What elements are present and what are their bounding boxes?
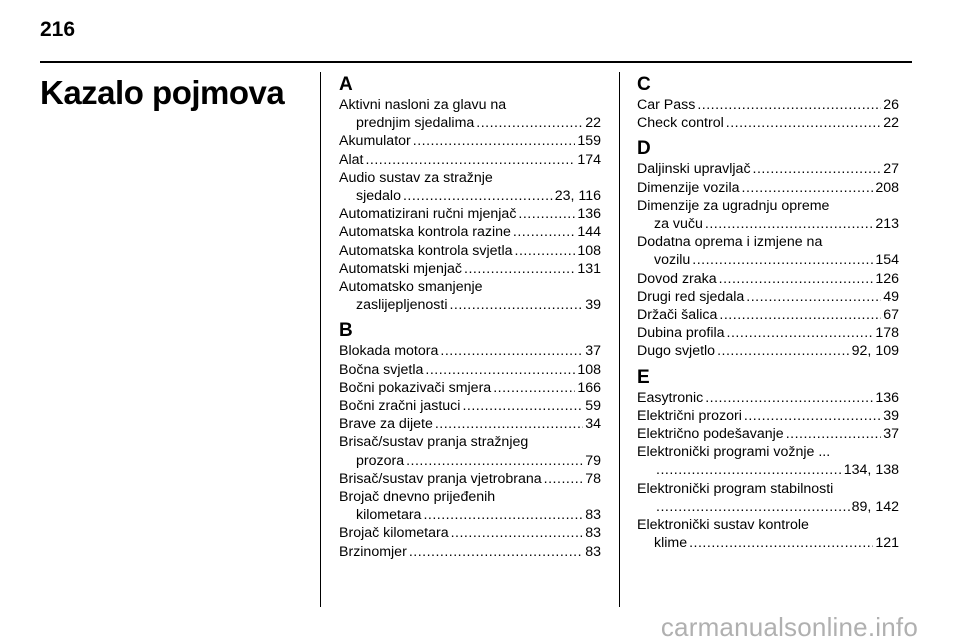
index-section — [637, 367, 899, 553]
entry-row — [637, 160, 899, 178]
entry-row — [339, 132, 601, 150]
entry-page-ref: 144 — [577, 224, 601, 241]
index-entry — [339, 433, 601, 469]
index-entry — [339, 151, 601, 169]
entry-page-ref: 92, 109 — [851, 343, 899, 360]
entry-page-ref: 136 — [875, 389, 899, 406]
entry-term: Daljinski upravljač — [637, 161, 751, 178]
index-entry — [339, 96, 601, 132]
entry-page-ref: 108 — [577, 361, 601, 378]
index-entry — [637, 516, 899, 552]
dot-leader — [409, 543, 583, 561]
dot-leader — [423, 506, 583, 524]
entry-row — [637, 215, 899, 233]
entry-page-ref: 22 — [585, 115, 601, 132]
entry-row — [637, 534, 899, 552]
entry-page-ref: 213 — [875, 216, 899, 233]
index-entry — [339, 379, 601, 397]
entry-row — [339, 543, 601, 561]
dot-leader — [786, 425, 882, 443]
index-entry — [637, 306, 899, 324]
section-letter: D — [637, 138, 651, 160]
entry-page-ref: 121 — [875, 535, 899, 552]
dot-leader — [515, 242, 576, 260]
index-section — [637, 74, 899, 132]
entry-page-ref: 34 — [585, 416, 601, 433]
index-entry — [637, 425, 899, 443]
entry-row — [339, 506, 601, 524]
column-divider-right — [619, 72, 620, 607]
column-divider-left — [320, 72, 321, 607]
entry-row — [339, 415, 601, 433]
entry-row — [637, 251, 899, 269]
entry-term: Brisač/sustav pranja vjetrobrana — [339, 470, 542, 487]
dot-leader — [462, 397, 583, 415]
entry-row — [637, 425, 899, 443]
index-entry — [637, 342, 899, 360]
entry-page-ref: 126 — [875, 270, 899, 287]
dot-leader — [656, 461, 842, 479]
entry-term-line: Elektronički program stabilnosti — [637, 480, 834, 497]
entry-term-line: Brisač/sustav pranja stražnjeg — [339, 434, 529, 451]
entry-row — [339, 397, 601, 415]
index-column-2 — [637, 74, 899, 552]
entry-row — [637, 389, 899, 407]
entry-term-line: Dodatna oprema i izmjene na — [637, 234, 823, 251]
entry-term: Bočni zračni jastuci — [339, 398, 461, 415]
entry-term: za vuču — [654, 216, 703, 233]
entry-page-ref: 37 — [883, 426, 899, 443]
entry-page-ref: 83 — [585, 543, 601, 560]
index-entry — [339, 342, 601, 360]
dot-leader — [413, 132, 576, 150]
entry-term: Dimenzije vozila — [637, 179, 740, 196]
entry-row — [637, 306, 899, 324]
index-entry — [339, 278, 601, 314]
entry-term-line: Elektronički sustav kontrole — [637, 517, 809, 534]
entry-term-line: Audio sustav za stražnje — [339, 169, 493, 186]
entry-page-ref: 37 — [585, 343, 601, 360]
entry-page-ref: 78 — [585, 470, 601, 487]
dot-leader — [719, 270, 874, 288]
dot-leader — [689, 534, 873, 552]
dot-leader — [440, 342, 583, 360]
dot-leader — [451, 524, 584, 542]
entry-row — [637, 288, 899, 306]
dot-leader — [692, 251, 873, 269]
entry-term: Alat — [339, 151, 364, 168]
entry-row — [637, 342, 899, 360]
section-letter: E — [637, 366, 650, 388]
entry-term-line: Aktivni nasloni za glavu na — [339, 97, 507, 113]
entry-row — [637, 324, 899, 342]
index-section — [339, 74, 601, 314]
entry-term: vozilu — [654, 252, 691, 269]
watermark: carmanualsonline.info — [660, 612, 918, 642]
index-entry — [637, 443, 899, 479]
dot-leader — [476, 114, 583, 132]
index-entry — [637, 114, 899, 132]
entry-row — [339, 379, 601, 397]
entry-term: Držači šalica — [637, 307, 718, 324]
entry-term: Automatska kontrola razine — [339, 224, 511, 241]
entry-term: Check control — [637, 115, 724, 132]
dot-leader — [697, 96, 881, 114]
dot-leader — [518, 205, 575, 223]
entry-term: Električno podešavanje — [637, 426, 784, 443]
entry-term: zaslijepljenosti — [356, 297, 448, 314]
entry-row — [339, 260, 601, 278]
dot-leader — [726, 114, 881, 132]
dot-leader — [717, 342, 850, 360]
entry-page-ref: 83 — [585, 525, 601, 542]
entry-term-line: Automatsko smanjenje — [339, 279, 483, 296]
index-section — [339, 320, 601, 560]
entry-row — [339, 242, 601, 260]
entry-term: Automatizirani ručni mjenjač — [339, 206, 517, 223]
entry-row — [339, 342, 601, 360]
entry-row — [637, 114, 899, 132]
entry-row — [339, 205, 601, 223]
index-entry — [637, 233, 899, 269]
entry-term: Dubina profila — [637, 325, 725, 342]
index-entry — [339, 169, 601, 205]
entry-term: Brave za dijete — [339, 416, 433, 433]
dot-leader — [449, 296, 583, 314]
index-entry — [339, 543, 601, 561]
section-letter: A — [339, 74, 353, 95]
index-entry — [637, 197, 899, 233]
entry-term: Akumulator — [339, 133, 411, 150]
page-title: Kazalo pojmova — [40, 74, 285, 111]
entry-page-ref: 83 — [585, 507, 601, 524]
dot-leader — [746, 288, 881, 306]
entry-row — [637, 96, 899, 114]
entry-row — [339, 361, 601, 379]
entry-page-ref: 178 — [875, 325, 899, 342]
entry-row — [339, 524, 601, 542]
dot-leader — [435, 415, 583, 433]
entry-row — [339, 114, 601, 132]
dot-leader — [544, 470, 584, 488]
entry-page-ref: 67 — [883, 307, 899, 324]
entry-term-line: Elektronički programi vožnje ... — [637, 444, 831, 461]
entry-page-ref: 108 — [577, 242, 601, 259]
dot-leader — [425, 361, 575, 379]
entry-term-line: Dimenzije za ugradnju opreme — [637, 197, 830, 214]
dot-leader — [406, 452, 583, 470]
index-entry — [637, 288, 899, 306]
index-entry — [637, 160, 899, 178]
entry-row — [637, 461, 899, 479]
entry-page-ref: 79 — [585, 452, 601, 469]
entry-page-ref: 22 — [883, 115, 899, 132]
dot-leader — [719, 306, 881, 324]
entry-term: Easytronic — [637, 389, 704, 406]
entry-page-ref: 159 — [577, 133, 601, 150]
entry-term: Car Pass — [637, 97, 696, 113]
index-column-1 — [339, 74, 601, 561]
entry-page-ref: 49 — [883, 288, 899, 305]
entry-page-ref: 154 — [875, 252, 899, 269]
entry-term: kilometara — [356, 507, 422, 524]
entry-page-ref: 89, 142 — [851, 498, 899, 515]
entry-term: prozora — [356, 452, 405, 469]
index-entry — [339, 205, 601, 223]
entry-term: Dovod zraka — [637, 270, 717, 287]
dot-leader — [365, 151, 575, 169]
entry-page-ref: 166 — [577, 379, 601, 396]
entry-row — [339, 296, 601, 314]
entry-page-ref: 27 — [883, 161, 899, 178]
entry-row — [637, 270, 899, 288]
index-entry — [339, 397, 601, 415]
index-entry — [339, 524, 601, 542]
index-entry — [339, 361, 601, 379]
index-entry — [339, 415, 601, 433]
entry-term: klime — [654, 535, 688, 552]
dot-leader — [493, 379, 575, 397]
dot-leader — [727, 324, 874, 342]
entry-row — [637, 407, 899, 425]
index-entry — [339, 223, 601, 241]
index-entry — [637, 270, 899, 288]
entry-page-ref: 134, 138 — [843, 462, 899, 479]
dot-leader — [705, 389, 873, 407]
entry-term: Automatska kontrola svjetla — [339, 242, 513, 259]
index-entry — [637, 389, 899, 407]
entry-row — [339, 452, 601, 470]
entry-page-ref: 136 — [577, 206, 601, 223]
entry-term: Brzinomjer — [339, 543, 407, 560]
index-entry — [637, 179, 899, 197]
entry-page-ref: 208 — [875, 179, 899, 196]
entry-row — [339, 187, 601, 205]
entry-term: Bočni pokazivači smjera — [339, 379, 492, 396]
entry-page-ref: 174 — [577, 151, 601, 168]
entry-term: Bočna svjetla — [339, 361, 424, 378]
entry-page-ref: 23, 116 — [554, 188, 601, 205]
entry-page-ref: 39 — [883, 407, 899, 424]
entry-row — [339, 151, 601, 169]
section-letter: B — [339, 320, 353, 342]
entry-term: Drugi red sjedala — [637, 288, 745, 305]
index-entry — [637, 407, 899, 425]
entry-term: Automatski mjenjač — [339, 260, 463, 277]
entry-row — [339, 223, 601, 241]
index-entry — [339, 242, 601, 260]
entry-term: Dugo svjetlo — [637, 343, 716, 360]
entry-term: sjedalo — [356, 188, 401, 205]
dot-leader — [705, 215, 873, 233]
entry-page-ref: 26 — [883, 97, 899, 113]
entry-row — [637, 179, 899, 197]
entry-term: Brojač kilometara — [339, 525, 449, 542]
section-letter: C — [637, 74, 651, 95]
index-entry — [637, 96, 899, 114]
entry-page-ref: 39 — [585, 297, 601, 314]
dot-leader — [742, 179, 874, 197]
index-entry — [339, 470, 601, 488]
dot-leader — [656, 498, 850, 516]
entry-term: Blokada motora — [339, 343, 439, 360]
entry-row — [637, 498, 899, 516]
index-entry — [637, 324, 899, 342]
dot-leader — [403, 187, 553, 205]
page-number: 216 — [40, 18, 76, 41]
index-section — [637, 138, 899, 360]
entry-term: Električni prozori — [637, 407, 742, 424]
dot-leader — [753, 160, 882, 178]
index-entry — [339, 260, 601, 278]
dot-leader — [513, 223, 575, 241]
entry-page-ref: 131 — [577, 260, 601, 277]
index-entry — [339, 488, 601, 524]
dot-leader — [744, 407, 881, 425]
dot-leader — [464, 260, 575, 278]
entry-term: prednjim sjedalima — [356, 115, 475, 132]
top-rule — [40, 61, 912, 63]
index-entry — [637, 480, 899, 516]
entry-term-line: Brojač dnevno prijeđenih — [339, 489, 496, 506]
index-entry — [339, 132, 601, 150]
entry-row — [339, 470, 601, 488]
entry-page-ref: 59 — [585, 398, 601, 415]
